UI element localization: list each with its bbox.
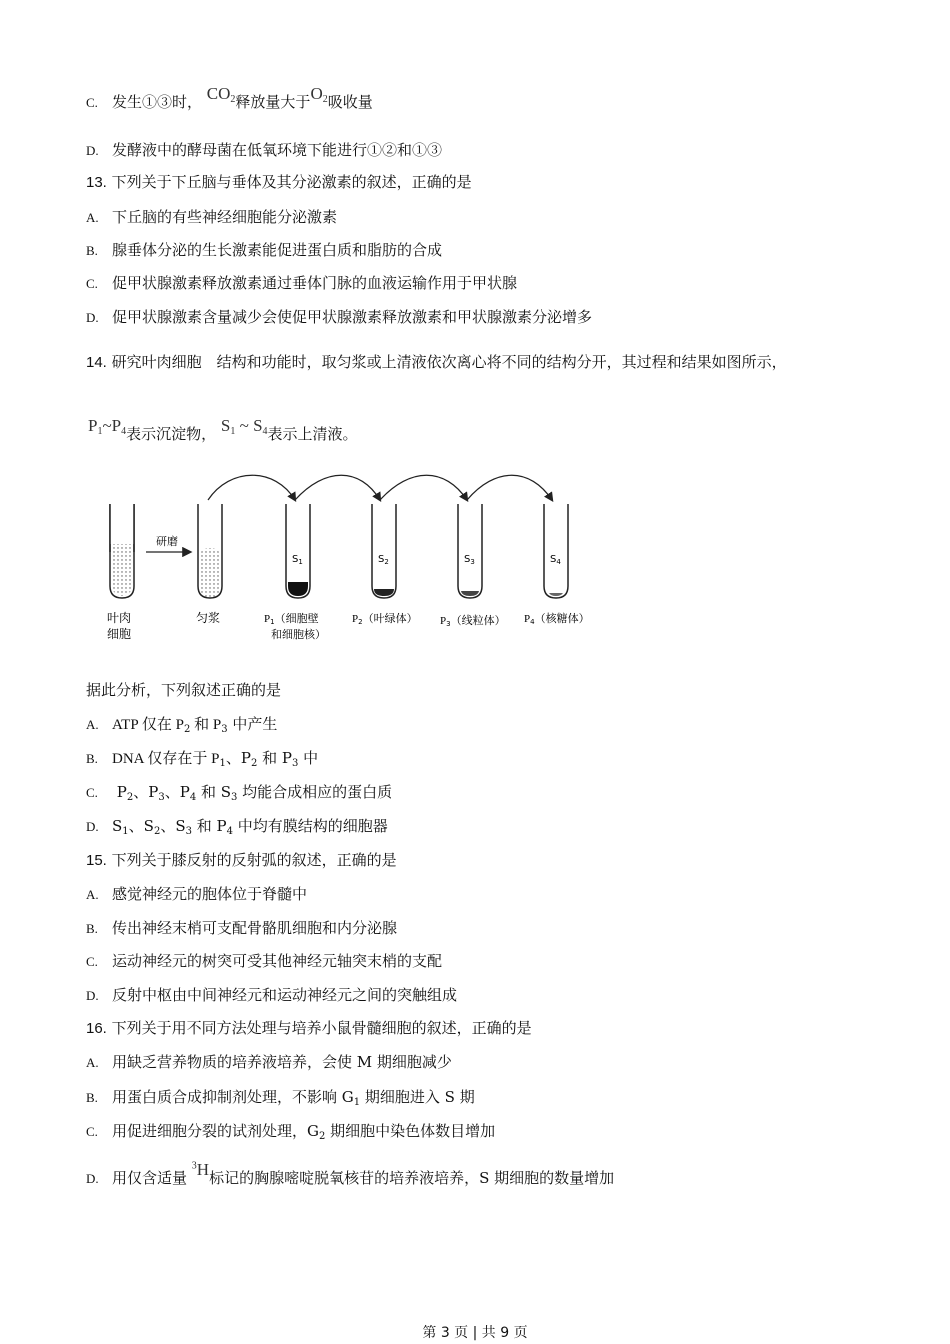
q14-option-b: B. DNA 仅存在于 $P_1$、$P_2$ 和 $P_3$ 中: [86, 749, 319, 769]
q14-option-c: C. $P_2$、$P_3$、$P_4$ 和 $S_3$ 均能合成相应的蛋白质: [86, 783, 393, 803]
q15-stem: 15. 下列关于膝反射的反射弧的叙述，正确的是: [86, 851, 397, 869]
page-footer: 第 3 页 | 共 9 页: [422, 1325, 528, 1341]
svg-text:S4: $S_4$: [550, 554, 561, 566]
co2-formula: $CO_2$: [206, 84, 236, 105]
q16-option-b: B. 用蛋白质合成抑制剂处理，不影响 $G_1$ 期细胞进入 S 期: [86, 1088, 475, 1108]
label-cell: 细胞: [107, 627, 132, 641]
q16-option-c: C. 用促进细胞分裂的试剂处理，$G_2$ 期细胞中染色体数目增加: [86, 1122, 496, 1142]
o2-formula: $O_2$: [310, 84, 328, 105]
q12-option-d: D. 发酵液中的酵母菌在低氧环境下能进行①②和①③: [86, 141, 443, 159]
tube-s1: [286, 504, 310, 598]
tube-s4: [544, 504, 568, 598]
tube-leaf-cells: [110, 504, 134, 598]
svg-text:S1: $S_1$: [292, 554, 303, 566]
transfer-arrows: [208, 475, 552, 500]
q14-option-d: D. $S_1$、$S_2$、$S_3$ 和 $P_4$ 中均有膜结构的细胞器: [86, 817, 388, 837]
tube-s3: [458, 504, 482, 598]
p-range-formula: $P_1\sim P_4$: [88, 416, 127, 437]
label-leaf: 叶肉: [107, 611, 132, 625]
label-homogenate: 匀浆: [196, 611, 221, 625]
q16-stem: 16. 下列关于用不同方法处理与培养小鼠骨髓细胞的叙述，正确的是: [86, 1019, 532, 1037]
q14-lead: 据此分析，下列叙述正确的是: [86, 681, 282, 699]
q15-option-b: B. 传出神经末梢可支配骨骼肌细胞和内分泌腺: [86, 919, 398, 937]
tube-homogenate: [198, 504, 222, 598]
q16-option-d: D. 用仅含适量 $^3$H标记的胸腺嘧啶脱氧核苷的培养液培养，S 期细胞的数量增加: [86, 1160, 615, 1187]
q14-stem: 14. 研究叶肉细胞 结构和功能时，取匀浆或上清液依次离心将不同的结构分开，其过程和结果如图所示，: [86, 353, 787, 371]
total-pages: 9: [500, 1325, 510, 1341]
q13-option-a: A. 下丘脑的有些神经细胞能分泌激素: [86, 208, 338, 226]
q13-option-b: B. 腺垂体分泌的生长激素能促进蛋白质和脂肪的合成: [86, 241, 443, 259]
label-p3: P3（线粒体）: [440, 614, 506, 628]
tritium-formula: $^3$H: [191, 1160, 210, 1179]
q14-note: $P_1\sim P_4$表示沉淀物， $S_1$ ~ $S_4$表示上清液。: [88, 416, 358, 443]
q14-option-a: A. ATP 仅在 $P_2$ 和 $P_3$ 中产生: [86, 715, 278, 735]
q13-option-d: D. 促甲状腺激素含量减少会使促甲状腺激素释放激素和甲状腺激素分泌增多: [86, 308, 593, 326]
grind-label: 研磨: [156, 535, 178, 548]
svg-text:S3: $S_3$: [464, 554, 475, 566]
q12-option-c: C. 发生①③时， $CO_2$释放量大于$O_2$吸收量: [86, 84, 373, 111]
q13-option-c: C. 促甲状腺激素释放激素通过垂体门脉的血液运输作用于甲状腺: [86, 274, 518, 292]
q15-option-d: D. 反射中枢由中间神经元和运动神经元之间的突触组成: [86, 986, 458, 1004]
current-page: 3: [440, 1325, 450, 1341]
q15-option-c: C. 运动神经元的树突可受其他神经元轴突末梢的支配: [86, 952, 443, 970]
q16-option-a: A. 用缺乏营养物质的培养液培养，会使 M 期细胞减少: [86, 1053, 452, 1071]
svg-text:S2: $S_2$: [378, 554, 389, 566]
s-range-formula: $S_1$ ~ $S_4$: [220, 416, 268, 437]
label-p1-line2: 和细胞核）: [271, 628, 326, 641]
label-p2: P2（叶绿体）: [352, 612, 418, 626]
q13-stem: 13. 下列关于下丘脑与垂体及其分泌激素的叙述，正确的是: [86, 173, 472, 191]
label-p4: P4（核糖体）: [524, 612, 590, 626]
q15-option-a: A. 感觉神经元的胞体位于脊髓中: [86, 885, 308, 903]
tube-s2: [372, 504, 396, 598]
label-p1: P1（细胞壁: [264, 612, 319, 626]
centrifuge-figure: [100, 462, 620, 647]
